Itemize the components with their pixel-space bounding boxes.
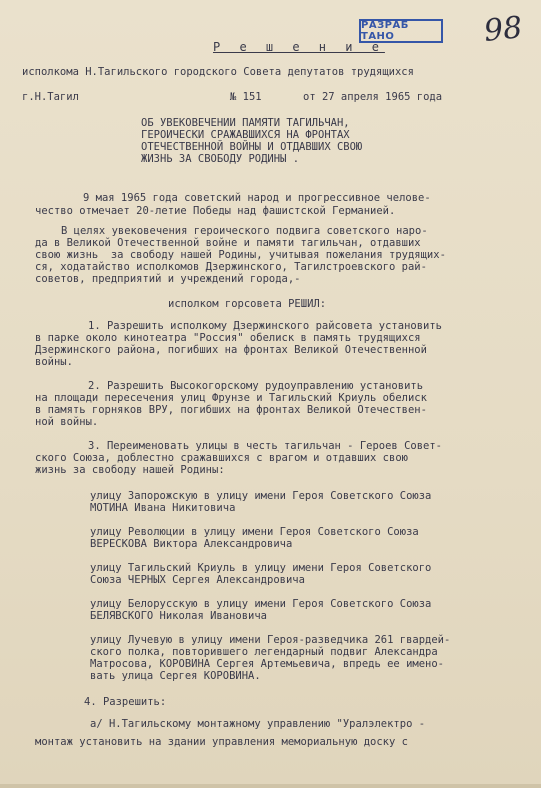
intro-line: 9 мая 1965 года советский народ и прогрессивное челове- bbox=[83, 192, 431, 204]
subject-line: ГЕРОИЧЕСКИ СРАЖАВШИХСЯ НА ФРОНТАХ bbox=[141, 129, 350, 141]
item4-heading: 4. Разрешить: bbox=[84, 696, 167, 708]
document-title: Р е ш е н и е bbox=[213, 40, 385, 54]
item2-line: 2. Разрешить Высокогорскому рудоуправлению установить bbox=[88, 380, 424, 392]
intro-line: чество отмечает 20-летие Победы над фашистской Германией. bbox=[35, 205, 396, 217]
street-line: улицу Тагильский Криуль в улицу имени Героя Советского bbox=[90, 562, 432, 574]
street-line: улицу Белорусскую в улицу имени Героя Советского Союза bbox=[90, 598, 432, 610]
street-line: улицу Революции в улицу имени Героя Советского Союза bbox=[90, 526, 419, 538]
subject-line: ЖИЗНЬ ЗА СВОБОДУ РОДИНЫ . bbox=[141, 153, 300, 165]
item2-line: на площади пересечения улиц Фрунзе и Тагильский Криуль обелиск bbox=[35, 392, 427, 404]
document-number: № 151 bbox=[230, 91, 262, 103]
issuer-line: исполкома Н.Тагильского городского Совета депутатов трудящихся bbox=[22, 66, 414, 78]
street5-line: вать улица Сергея КОРОВИНА. bbox=[90, 670, 261, 682]
street5-line: улицу Лучевую в улицу имени Героя-разведчика 261 гвардей- bbox=[90, 634, 451, 646]
street5-line: Матросова, КОРОВИНА Сергея Артемьевича, впредь ее имено- bbox=[90, 658, 445, 670]
item3-line: жизнь за свободу нашей Родины: bbox=[35, 464, 225, 476]
page-edge bbox=[0, 784, 541, 788]
place: г.Н.Тагил bbox=[22, 91, 79, 103]
item3-line: 3. Переименовать улицы в честь тагильчан - Героев Совет- bbox=[88, 440, 443, 452]
intro-line: советов, предприятий и учреждений города,- bbox=[35, 273, 301, 285]
intro-line: свою жизнь за свободу нашей Родины, учитывая пожелания трудящих- bbox=[35, 249, 446, 261]
street-hero: Союза ЧЕРНЫХ Сергея Александровича bbox=[90, 574, 305, 586]
item2-line: в память горняков ВРУ, погибших на фронтах Великой Отечествен- bbox=[35, 404, 427, 416]
intro-line: да в Великой Отечественной войне и памяти тагильчан, отдавших bbox=[35, 237, 421, 249]
item4a-line: монтаж установить на здании управления мемориальную доску с bbox=[35, 736, 408, 748]
street-line: улицу Запорожскую в улицу имени Героя Советского Союза bbox=[90, 490, 432, 502]
subject-line: ОБ УВЕКОВЕЧЕНИИ ПАМЯТИ ТАГИЛЬЧАН, bbox=[141, 117, 350, 129]
item1-line: 1. Разрешить исполкому Дзержинского райсовета установить bbox=[88, 320, 443, 332]
street5-line: ского полка, повторившего легендарный подвиг Александра bbox=[90, 646, 438, 658]
street-hero: МОТИНА Ивана Никитовича bbox=[90, 502, 236, 514]
resolved-heading: исполком горсовета РЕШИЛ: bbox=[168, 298, 327, 310]
item3-line: ского Союза, доблестно сражавшихся с врагом и отдавших свою bbox=[35, 452, 408, 464]
item2-line: ной войны. bbox=[35, 416, 99, 428]
document-date: от 27 апреля 1965 года bbox=[303, 91, 443, 103]
intro-line: ся, ходатайство исполкомов Дзержинского, Тагилстроевского рай- bbox=[35, 261, 427, 273]
subject-line: ОТЕЧЕСТВЕННОЙ ВОЙНЫ И ОТДАВШИХ СВОЮ bbox=[141, 141, 363, 153]
item1-line: Дзержинского района, погибших на фронтах Великой Отечественной bbox=[35, 344, 427, 356]
intro-line: В целях увековечения героического подвига советского наро- bbox=[61, 225, 428, 237]
item1-line: войны. bbox=[35, 356, 73, 368]
folio-number: 98 bbox=[482, 10, 524, 49]
item1-line: в парке около кинотеатра "Россия" обелиск в память трудящихся bbox=[35, 332, 421, 344]
street-hero: ВЕРЕСКОВА Виктора Александровича bbox=[90, 538, 293, 550]
street-hero: БЕЛЯВСКОГО Николая Ивановича bbox=[90, 610, 268, 622]
archive-stamp: РАЗРАБ ТАНО bbox=[359, 19, 443, 43]
item4a-line: а/ Н.Тагильскому монтажному управлению "Уралэлектро - bbox=[90, 718, 426, 730]
